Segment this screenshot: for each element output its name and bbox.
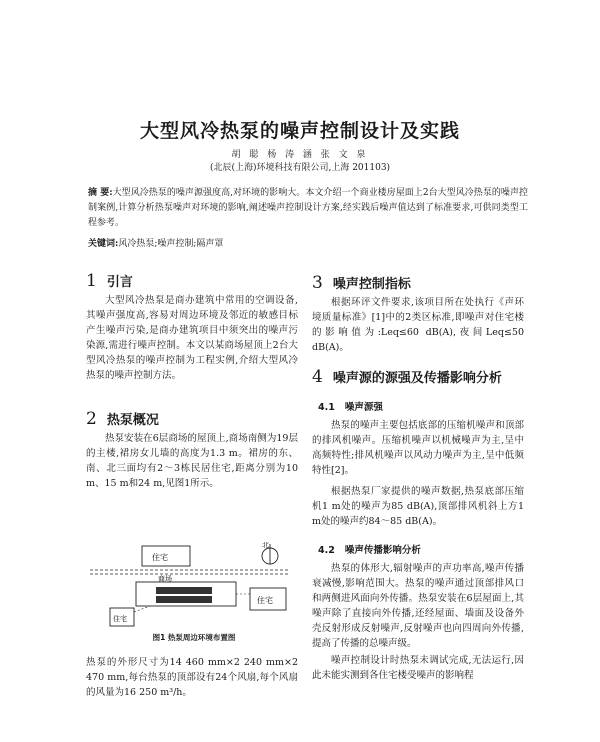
abstract-text: 大型风冷热泵的噪声源强度高,对环境的影响大。本文介绍一个商业楼房屋面上2台大型风冷热泵的噪声控制案例,计算分析热泵噪声对环境的影响,阐述噪声控制设计方案,经实践后噪声值达到了标准要求,可供同类型工程参考。 — [88, 188, 528, 228]
fig-heat-pump-1 — [156, 587, 212, 594]
abstract — [88, 186, 528, 231]
section-4-heading: 4 噪声源的源强及传播影响分析 — [312, 367, 502, 387]
section-4-2-heading: 4.2 噪声传播影响分析 — [318, 545, 421, 556]
fig-label-house-2: 住宅 — [113, 615, 127, 623]
fig-label-house-3: 住宅 — [257, 596, 273, 605]
fig-heat-pump-2 — [156, 596, 212, 603]
section-4-1-heading: 4.1 噪声源强 — [318, 402, 383, 413]
affiliation: (北辰(上海)环境科技有限公司,上海 201103) — [209, 163, 391, 173]
keywords-label: 关键词: — [88, 239, 119, 249]
section-2-heading: 2 热泵概况 — [86, 409, 159, 429]
fig-label-house-1: 住宅 — [152, 553, 168, 562]
section-4-1-text-2: 根据热泵厂家提供的噪声数据,热泵底部压缩机1 m处的噪声为85 dB(A),顶部排风机斜上方1 m处的噪声约84～85 dB(A)。 — [312, 486, 524, 527]
fig-label-north: 北 — [262, 542, 269, 549]
section-4-2-text-2: 噪声控制设计时热泵未调试完成,无法运行,因此未能实测到各住宅楼受噪声的影响程 — [312, 655, 524, 681]
fig-label-mall: 商场 — [158, 575, 172, 583]
abstract-label: 摘 要: — [88, 188, 113, 198]
section-4-2-text-1: 热泵的体形大,辐射噪声的声功率高,噪声传播衰减慢,影响范围大。热泵的噪声通过顶部排风口和两侧进风面向外传播。热泵安装在6层屋面上,其噪声除了直接向外传播,还经屋面、墙面及设备外壳反射形成反射噪声,反射噪声也向四周向外传播,提高了传播的总噪声级。 — [312, 563, 524, 649]
authors: 胡 聪 杨 涛 涵 张 文 泉 — [231, 150, 369, 160]
section-3-heading: 3 噪声控制指标 — [312, 273, 411, 293]
figure-1-site-layout — [90, 542, 290, 632]
section-4 — [312, 367, 524, 683]
keywords-text: 风冷热泵;噪声控制;隔声罩 — [118, 239, 224, 249]
figure-1-caption: 图1 热泵周边环境布置图 — [152, 633, 236, 642]
section-4-1-text-1: 热泵的噪声主要包括底部的压缩机噪声和顶部的排风机噪声。压缩机噪声以机械噪声为主,呈中高频特性;排风机噪声以风动力噪声为主,呈中低频特性[2]。 — [312, 420, 524, 476]
keywords — [88, 236, 528, 249]
section-2-text-1: 热泵安装在6层商场的屋顶上,商场南侧为19层的主楼,裙房女儿墙的高度为1.3 m。裙房的东、南、北三面均有2～3栋民居住宅,距离分别为10 m、15 m和24 m,见图1所示。 — [86, 433, 298, 489]
section-3 — [312, 273, 524, 355]
section-1 — [86, 271, 298, 383]
section-1-heading: 1 引言 — [86, 271, 133, 291]
paper-title: 大型风冷热泵的噪声控制设计及实践 — [139, 120, 460, 142]
section-2-continued — [86, 655, 298, 700]
section-3-text: 根据环评文件要求,该项目所在处执行《声环境质量标准》[1]中的2类区标准,即噪声对住宅楼的影响值为:Leq≤60 dB(A),夜间Leq≤50 dB(A)。 — [312, 297, 524, 353]
section-1-text: 大型风冷热泵是商办建筑中常用的空调设备,其噪声强度高,容易对周边环境及邻近的敏感目标产生噪声污染,是商办建筑项目中须突出的噪声污染源,需进行噪声控制。本文以某商场屋顶上2台大型风冷热泵的噪声控制为工程实例,介绍大型风冷热泵的噪声控制方法。 — [86, 295, 298, 381]
section-2 — [86, 409, 298, 491]
section-2-text-2: 热泵的外形尺寸为14 460 mm×2 240 mm×2 470 mm,每台热泵的顶部设有24个风扇,每个风扇的风量为16 250 m³/h。 — [86, 657, 298, 698]
